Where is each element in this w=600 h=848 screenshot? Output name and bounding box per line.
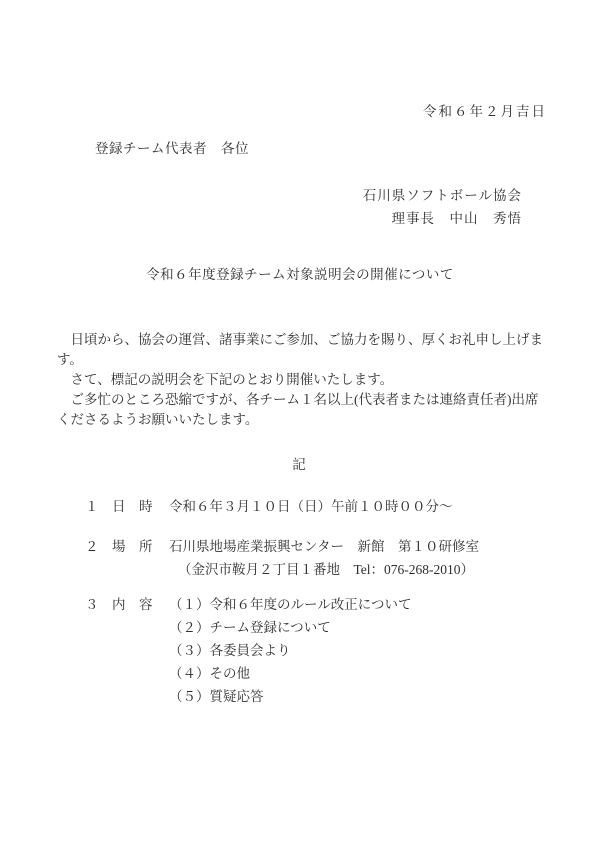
agenda-entry-2: （２）チーム登録について: [169, 620, 331, 635]
agenda-entry-3: （３）各委員会より: [169, 643, 291, 658]
item-location: [85, 535, 479, 581]
item-location-venue: 石川県地場産業振興センター 新館 第１０研修室: [169, 539, 479, 554]
paragraph-request-line2: くださるようお願いいたします。: [57, 412, 259, 427]
paragraph-greeting-line1: 日頃から、協会の運営、諸事業にご参加、ご協力を賜り、厚くお礼申し上げま: [57, 332, 543, 347]
paragraph-request-line1: ご多忙のところ恐縮ですが、各チーム１名以上(代表者または連絡責任者)出席: [57, 392, 539, 407]
item-location-address: （金沢市鞍月２丁目１番地 Tel：076-268-2010）: [178, 562, 475, 577]
item-agenda-list: [169, 593, 411, 708]
document-title: 令和６年度登録チーム対象説明会の開催について: [146, 267, 454, 282]
paragraph-announcement: さて、標記の説明会を下記のとおり開催いたします。: [57, 372, 394, 387]
sender-organization: 石川県ソフトボール協会: [362, 188, 522, 203]
body-text: [57, 330, 549, 430]
document-date: 令和６年２月吉日: [423, 104, 547, 119]
sender-block: [0, 184, 522, 230]
item-location-value: [169, 535, 479, 581]
paragraph-greeting-line2: す。: [57, 352, 83, 367]
item-datetime-value: 令和６年３月１０日（日）午前１０時００分～: [169, 499, 453, 514]
item-agenda: [85, 593, 411, 708]
record-marker: 記: [292, 457, 308, 472]
item-datetime-label: １ 日 時: [85, 499, 153, 514]
item-location-label: ２ 場 所: [85, 539, 153, 554]
agenda-entry-5: （５）質疑応答: [169, 689, 264, 704]
sender-representative: 理事長 中山 秀悟: [391, 211, 522, 226]
item-agenda-label: ３ 内 容: [85, 597, 153, 612]
addressee: 登録チーム代表者 各位: [95, 141, 249, 156]
item-datetime: [85, 497, 453, 517]
agenda-entry-1: （１）令和６年度のルール改正について: [169, 597, 412, 612]
agenda-entry-4: （４）その他: [169, 666, 250, 681]
